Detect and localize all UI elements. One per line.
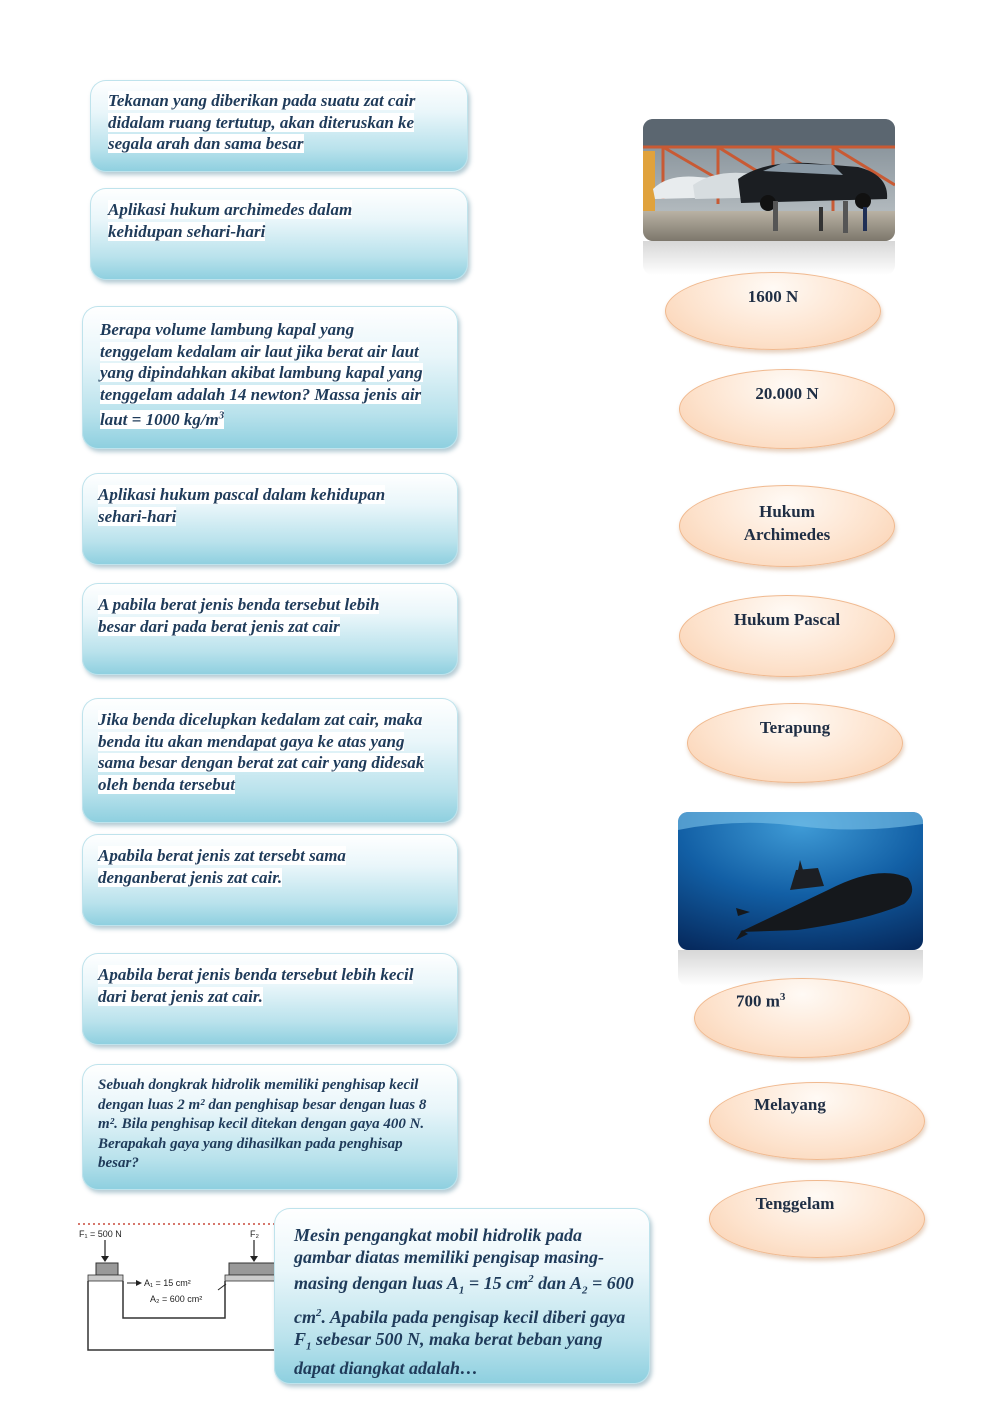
question-card-7[interactable] — [82, 834, 458, 926]
question-text-4: Aplikasi hukum pascal dalam kehidupan sehari-hari — [98, 485, 386, 526]
answer-oval-1600n[interactable] — [665, 272, 881, 350]
answer-label-melayang: Melayang — [754, 1095, 826, 1114]
answer-label-tenggelam: Tenggelam — [755, 1194, 835, 1213]
answer-oval-hukum-archimedes[interactable] — [679, 485, 895, 567]
question-card-4[interactable] — [82, 473, 458, 565]
answer-label-terapung: Terapung — [759, 718, 831, 737]
question-card-9[interactable] — [82, 1064, 458, 1190]
question-text-8: Apabila berat jenis benda tersebut lebih kecil dari berat jenis zat cair. — [98, 965, 414, 1006]
answer-label-700m3: 700 $m^3$ — [736, 991, 786, 1011]
car-lift-reflection — [643, 241, 895, 275]
question-text-2: Aplikasi hukum archimedes dalam kehidupan sehari-hari — [108, 200, 353, 241]
answer-oval-20000n[interactable] — [679, 369, 895, 449]
answer-oval-terapung[interactable] — [687, 703, 903, 783]
question-text-9: Sebuah dongkrak hidrolik memiliki penghisap kecil dengan luas 2 m² dan penghisap besar dengan luas 8 m². Bila penghisap kecil ditekan dengan gaya 400 N. Berapakah gaya yang dihasilkan pada penghisap besar? — [98, 1077, 427, 1171]
hydraulic-diagram — [78, 1222, 290, 1357]
diagram-f2-label: F₂ — [250, 1229, 259, 1239]
question-text-3: Berapa volume lambung kapal yang tenggelam kedalam air laut jika berat air laut yang dipindahkan akibat lambung kapal yang tenggelam adalah 14 newton? Massa jenis air laut = 1000 kg/m — [100, 320, 423, 429]
answer-oval-tenggelam[interactable] — [709, 1180, 925, 1258]
question-text-10: Mesin pengangkat mobil hidrolik pada gambar diatas memiliki pengisap masing-masing dengan luas $A_1 = 15$ $cm^2$ dan $A_2 = 600$ $cm^2$. Apabila pada pengisap kecil diberi gaya $F_1$ sebesar 500 N, maka berat beban yang dapat diangkat adalah… — [294, 1225, 634, 1379]
answer-oval-melayang[interactable] — [709, 1082, 925, 1160]
answer-label-hukum: Hukum — [759, 502, 815, 521]
question-card-6[interactable] — [82, 698, 458, 823]
question-card-10[interactable] — [274, 1208, 650, 1384]
question-card-8[interactable] — [82, 953, 458, 1045]
question-text-7: Apabila berat jenis zat tersebt sama denganberat jenis zat cair. — [98, 846, 346, 887]
question-card-1[interactable] — [90, 80, 468, 172]
question-3-superscript: 3 — [218, 409, 225, 421]
answer-label-20000n: 20.000 N — [755, 384, 819, 403]
question-card-3[interactable] — [82, 306, 458, 449]
diagram-a2-label: A₂ = 600 cm² — [150, 1294, 203, 1304]
answer-oval-700m3[interactable] — [694, 978, 910, 1058]
question-card-2[interactable] — [90, 188, 468, 280]
question-text-1: Tekanan yang diberikan pada suatu zat cair didalam ruang tertutup, akan diteruskan ke segala arah dan sama besar — [108, 91, 416, 153]
question-card-5[interactable] — [82, 583, 458, 675]
answer-label-archimedes: Archimedes — [743, 525, 831, 544]
answer-label-hukum-pascal: Hukum Pascal — [733, 610, 841, 629]
submarine-image[interactable] — [678, 812, 923, 950]
answer-label-1600n: 1600 N — [747, 287, 799, 306]
question-text-6: Jika benda dicelupkan kedalam zat cair, maka benda itu akan mendapat gaya ke atas yang sama besar dengan berat zat cair yang didesak oleh benda tersebut — [98, 710, 425, 794]
car-lift-image[interactable] — [643, 119, 895, 241]
diagram-a1-label: A₁ = 15 cm² — [144, 1278, 191, 1288]
diagram-f1-label: F₁ = 500 N — [79, 1229, 122, 1239]
answer-oval-hukum-pascal[interactable] — [679, 595, 895, 677]
question-text-5: A pabila berat jenis benda tersebut lebih besar dari pada berat jenis zat cair — [98, 595, 380, 636]
